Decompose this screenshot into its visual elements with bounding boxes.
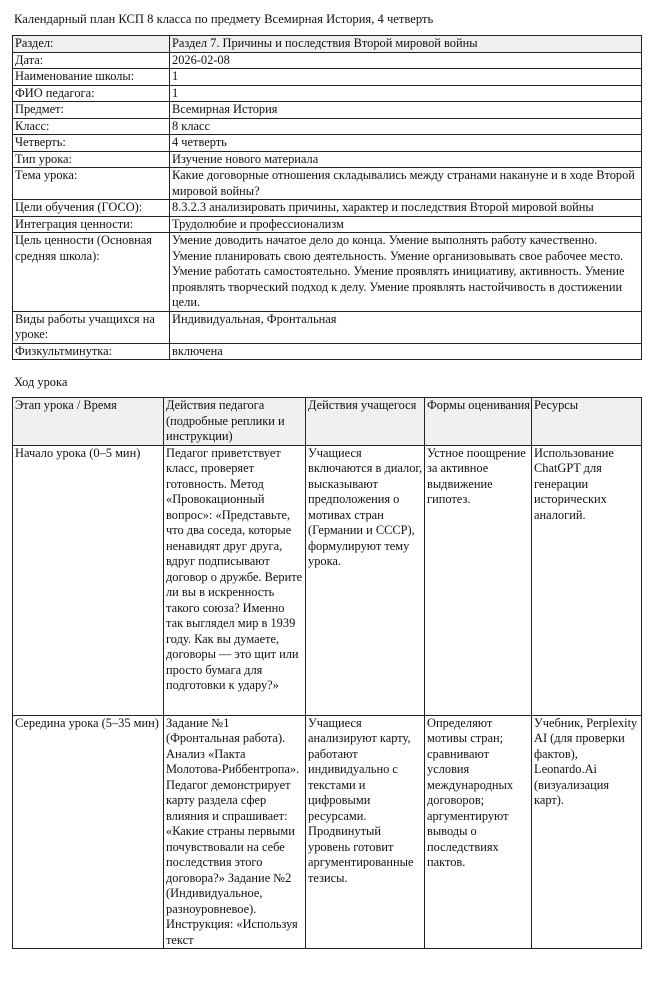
assessment-cell: Устное поощрение за активное выдвижение гипотез. [425, 445, 532, 715]
info-key: Класс: [13, 118, 170, 135]
info-key: Предмет: [13, 102, 170, 119]
header-resources: Ресурсы [532, 398, 642, 446]
student-actions-cell: Учащиеся включаются в диалог, высказывают предположения о мотивах стран (Германии и СССР), формулируют тему урока. [306, 445, 425, 715]
lesson-header-row [13, 398, 642, 446]
info-row-learning-goals [13, 200, 642, 217]
info-key: Физкультминутка: [13, 343, 170, 360]
info-value: Изучение нового материала [170, 151, 642, 168]
info-value: 1 [170, 85, 642, 102]
student-actions-cell: Учащиеся анализируют карту, работают индивидуально с текстами и цифровыми ресурсами. Продвинутый уровень готовит аргументированные тезисы. [306, 715, 425, 949]
resources-cell: Учебник, Perplexity AI (для проверки фактов), Leonardo.Ai (визуализация карт). [532, 715, 642, 949]
info-row-quarter [13, 135, 642, 152]
info-value: Всемирная История [170, 102, 642, 119]
info-row-lesson-type [13, 151, 642, 168]
info-key: Интеграция ценности: [13, 216, 170, 233]
info-value: 8.3.2.3 анализировать причины, характер и последствия Второй мировой войны [170, 200, 642, 217]
lesson-flow-table [12, 397, 642, 949]
assessment-cell: Определяют мотивы стран; сравнивают условия международных договоров; аргументируют выводы о последствиях пактов. [425, 715, 532, 949]
info-row-value-goal [13, 233, 642, 312]
header-teacher-actions: Действия педагога (подробные реплики и инструкции) [164, 398, 306, 446]
info-key: ФИО педагога: [13, 85, 170, 102]
info-key: Наименование школы: [13, 69, 170, 86]
info-key: Дата: [13, 52, 170, 69]
resources-cell: Использование ChatGPT для генерации исторических аналогий. [532, 445, 642, 715]
teacher-actions-cell: Задание №1 (Фронтальная работа). Анализ «Пакта Молотова-Риббентропа». Педагог демонстрирует карту раздела сфер влияния и спрашивает: «Какие страны первыми почувствовали на себе последствия этого договора?» Задание №2 (Индивидуальное, разноуровневое). Инструкция: «Используя текст [164, 715, 306, 949]
info-value: Какие договорные отношения складывались между странами накануне и в ходе Второй мировой войны? [170, 168, 642, 200]
teacher-actions-cell: Педагог приветствует класс, проверяет готовность. Метод «Провокационный вопрос»: «Представьте, что два соседа, которые ненавидят друг друга, вдруг подписывают договор о дружбе. Верите ли вы в искренность такого союза? Именно так выглядел мир в 1939 году. Как вы думаете, договоры — это щит или просто бумага для подготовки к удару?» [164, 445, 306, 715]
info-value: Раздел 7. Причины и последствия Второй мировой войны [170, 36, 642, 53]
info-row-grade [13, 118, 642, 135]
header-assessment: Формы оценивания [425, 398, 532, 446]
info-row-teacher [13, 85, 642, 102]
info-row-exercise-break [13, 343, 642, 360]
info-key: Четверть: [13, 135, 170, 152]
info-key: Тип урока: [13, 151, 170, 168]
lesson-info-table [12, 35, 642, 360]
info-value: Трудолюбие и профессионализм [170, 216, 642, 233]
info-key: Тема урока: [13, 168, 170, 200]
info-value: 2026-02-08 [170, 52, 642, 69]
info-row-section [13, 36, 642, 53]
info-value: 1 [170, 69, 642, 86]
info-value: включена [170, 343, 642, 360]
info-value: 4 четверть [170, 135, 642, 152]
info-row-date [13, 52, 642, 69]
info-row-value-integration [13, 216, 642, 233]
lesson-row-start [13, 445, 642, 715]
info-row-school [13, 69, 642, 86]
info-key: Виды работы учащихся на уроке: [13, 311, 170, 343]
info-key: Цель ценности (Основная средняя школа): [13, 233, 170, 312]
info-key: Цели обучения (ГОСО): [13, 200, 170, 217]
info-row-subject [13, 102, 642, 119]
header-stage: Этап урока / Время [13, 398, 164, 446]
info-value: Умение доводить начатое дело до конца. Умение выполнять работу качественно. Умение планировать свою деятельность. Умение организовывать свое рабочее место. Умение работать самостоятельно. Умение проявлять инициативу, активность. Умение проявлять творческий подход к делу. Умение проявлять настойчивость в достижении цели. [170, 233, 642, 312]
info-value: Индивидуальная, Фронтальная [170, 311, 642, 343]
lesson-flow-heading: Ход урока [14, 375, 68, 389]
lesson-row-middle [13, 715, 642, 949]
info-row-work-types [13, 311, 642, 343]
stage-cell: Середина урока (5–35 мин) [13, 715, 164, 949]
header-student-actions: Действия учащегося [306, 398, 425, 446]
document-title: Календарный план КСП 8 класса по предмету Всемирная История, 4 четверть [14, 12, 434, 26]
stage-cell: Начало урока (0–5 мин) [13, 445, 164, 715]
info-value: 8 класс [170, 118, 642, 135]
info-row-topic [13, 168, 642, 200]
info-key: Раздел: [13, 36, 170, 53]
